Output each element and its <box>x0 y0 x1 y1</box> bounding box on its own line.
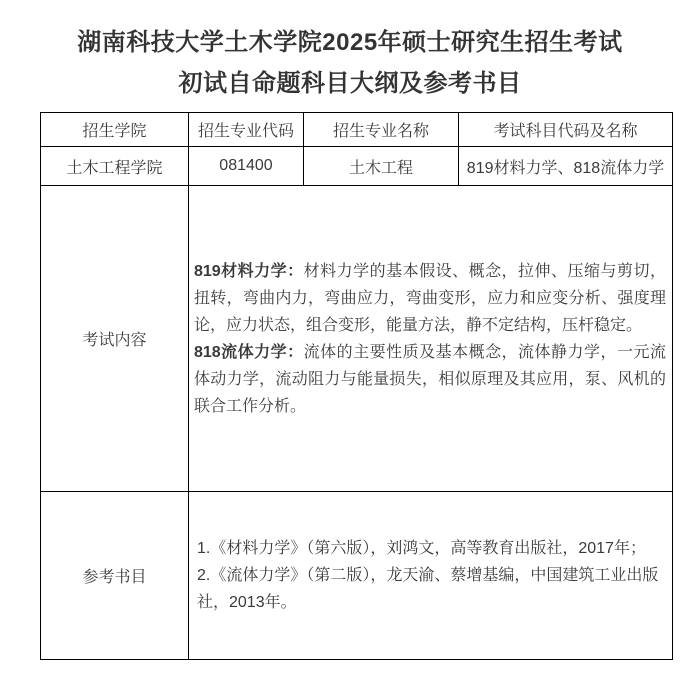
header-major-code: 招生专业代码 <box>189 113 304 147</box>
reference-item-2: 2.《流体力学》（第二版），龙天渝、蔡增基编，中国建筑工业出版社，2013年。 <box>197 567 659 611</box>
exam-content-label: 考试内容 <box>41 186 189 492</box>
exam-section-818-lead: 818流体力学： <box>194 343 304 361</box>
table-header-row <box>41 113 673 147</box>
cell-major-code: 081400 <box>189 147 304 186</box>
reference-label: 参考书目 <box>41 492 189 660</box>
header-subject-codes: 考试科目代码及名称 <box>459 113 673 147</box>
exam-section-819-lead: 819材料力学： <box>194 262 304 280</box>
exam-section-818 <box>194 339 666 420</box>
cell-subjects: 819材料力学、818流体力学 <box>459 147 673 186</box>
exam-section-819 <box>194 258 666 339</box>
page-title <box>0 22 700 104</box>
reference-row <box>41 492 673 660</box>
exam-section-818-body: 流体的主要性质及基本概念，流体静力学，一元流体动力学，流动阻力与能量损失，相似原理及其应用，泵、风机的联合工作分析。 <box>194 343 666 415</box>
exam-section-819-body: 材料力学的基本假设、概念，拉伸、压缩与剪切，扭转，弯曲内力，弯曲应力，弯曲变形，应力和应变分析、强度理论，应力状态，组合变形，能量方法，静不定结构，压杆稳定。 <box>194 262 666 334</box>
cell-college: 土木工程学院 <box>41 147 189 186</box>
header-major-name: 招生专业名称 <box>304 113 459 147</box>
syllabus-table <box>40 112 673 660</box>
page-title-line1: 湖南科技大学土木学院2025年硕士研究生招生考试 <box>77 29 623 56</box>
header-college: 招生学院 <box>41 113 189 147</box>
reference-cell <box>189 492 673 660</box>
cell-major-name: 土木工程 <box>304 147 459 186</box>
exam-content-cell <box>189 186 673 492</box>
reference-item-1: 1.《材料力学》（第六版），刘鸿文，高等教育出版社，2017年； <box>197 540 646 557</box>
program-row <box>41 147 673 186</box>
exam-content-row <box>41 186 673 492</box>
page-title-line2: 初试自命题科目大纲及参考书目 <box>178 70 522 97</box>
